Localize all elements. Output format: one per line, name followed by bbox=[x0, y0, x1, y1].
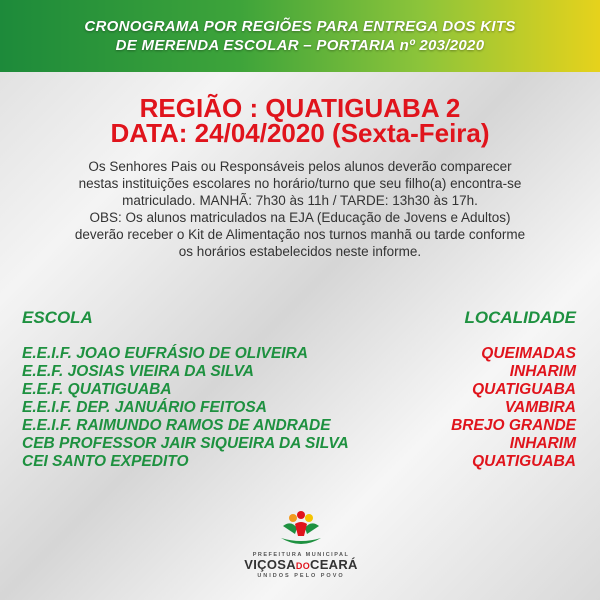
instructions-line: Os Senhores Pais ou Responsáveis pelos alunos deverão comparecer bbox=[88, 159, 512, 174]
school-name: E.E.I.F. JOAO EUFRÁSIO DE OLIVEIRA bbox=[22, 345, 308, 362]
column-header-school: ESCOLA bbox=[22, 308, 93, 327]
region-title: REGIÃO : QUATIGUABA 2 bbox=[139, 93, 461, 123]
header-banner bbox=[0, 0, 600, 72]
locality-name: QUATIGUABA bbox=[472, 381, 576, 398]
instructions-line: matriculado. MANHÃ: 7h30 às 11h / TARDE: 13h30 às 17h. bbox=[122, 193, 478, 208]
logo-name-part: CEARÁ bbox=[310, 557, 358, 572]
locality-name: QUEIMADAS bbox=[481, 345, 576, 362]
logo-name-part: VIÇOSA bbox=[244, 557, 296, 572]
locality-name: VAMBIRA bbox=[504, 399, 576, 416]
school-list bbox=[22, 345, 349, 471]
logo-prefeitura-text: PREFEITURA MUNICIPAL bbox=[252, 552, 350, 558]
locality-name: BREJO GRANDE bbox=[451, 417, 576, 434]
logo-name-do: DO bbox=[295, 561, 311, 571]
instructions-line: os horários estabelecidos neste informe. bbox=[178, 244, 422, 259]
school-name: E.E.I.F. DEP. JANUÁRIO FEITOSA bbox=[22, 399, 267, 416]
locality-name: QUATIGUABA bbox=[472, 453, 576, 470]
logo-slogan: UNIDOS PELO POVO bbox=[257, 573, 345, 579]
locality-list bbox=[451, 345, 576, 471]
people-emblem-icon bbox=[271, 510, 331, 550]
instructions-line: nestas instituições escolares no horário/turno que seu filho(a) encontra-se bbox=[78, 176, 522, 191]
locality-name: INHARIM bbox=[509, 363, 576, 380]
locality-name: INHARIM bbox=[509, 435, 576, 452]
banner-title-line-1: CRONOGRAMA POR REGIÕES PARA ENTREGA DOS KITS bbox=[84, 18, 516, 35]
school-name: E.E.F. QUATIGUABA bbox=[22, 381, 172, 398]
school-name: CEB PROFESSOR JAIR SIQUEIRA DA SILVA bbox=[22, 435, 349, 452]
column-header-locality: LOCALIDADE bbox=[464, 308, 576, 327]
region-date: DATA: 24/04/2020 (Sexta-Feira) bbox=[110, 118, 490, 148]
instructions-line: deverão receber o Kit de Alimentação nos turnos manhã ou tarde conforme bbox=[74, 227, 526, 242]
school-name: E.E.F. JOSIAS VIEIRA DA SILVA bbox=[22, 363, 254, 380]
school-name: E.E.I.F. RAIMUNDO RAMOS DE ANDRADE bbox=[22, 417, 331, 434]
banner-title-line-2: DE MERENDA ESCOLAR – PORTARIA nº 203/2020 bbox=[115, 37, 485, 54]
municipality-logo bbox=[236, 510, 366, 590]
instructions-text bbox=[20, 158, 580, 260]
logo-city-name bbox=[236, 558, 366, 573]
instructions-line: OBS: Os alunos matriculados na EJA (Educação de Jovens e Adultos) bbox=[89, 210, 511, 225]
school-name: CEI SANTO EXPEDITO bbox=[22, 453, 189, 470]
